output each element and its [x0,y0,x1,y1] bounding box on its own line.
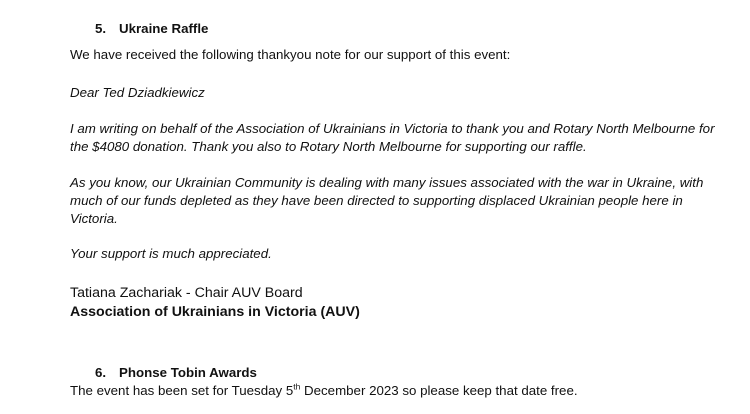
section-6-date-suffix: th [293,381,301,392]
section-5-number: 5. [95,21,107,36]
letter-paragraph-1: I am writing on behalf of the Association of Ukrainians in Victoria to thank you and Rotary North Melbourne for the $4080 donation. Thank you also to Rotary North Melbourne for supporting our raffle. [70,121,715,154]
letter-paragraph-2: As you know, our Ukrainian Community is dealing with many issues associated with the war in Ukraine, with much of our funds depleted as they have been directed to supporting displaced Ukrainian people here in Victoria. [70,175,704,226]
section-5-heading [95,20,730,38]
letter-paragraph-3: Your support is much appreciated. [70,246,272,261]
signature-organisation: Association of Ukrainians in Victoria (AUV) [70,304,360,320]
section-6-text-end: December 2023 so please keep that date free. [300,383,578,398]
letter-salutation: Dear Ted Dziadkiewicz [70,85,205,100]
section-6-text [70,382,730,400]
section-5-intro: We have received the following thankyou note for our support of this event: [70,47,511,62]
section-5-title: Ukraine Raffle [119,21,209,36]
section-6-heading [95,364,730,382]
section-6-text-start: The event has been set for Tuesday 5 [70,383,294,398]
section-6-title: Phonse Tobin Awards [119,365,257,380]
signature-name: Tatiana Zachariak - Chair AUV Board [70,285,303,301]
section-6-number: 6. [95,365,107,380]
